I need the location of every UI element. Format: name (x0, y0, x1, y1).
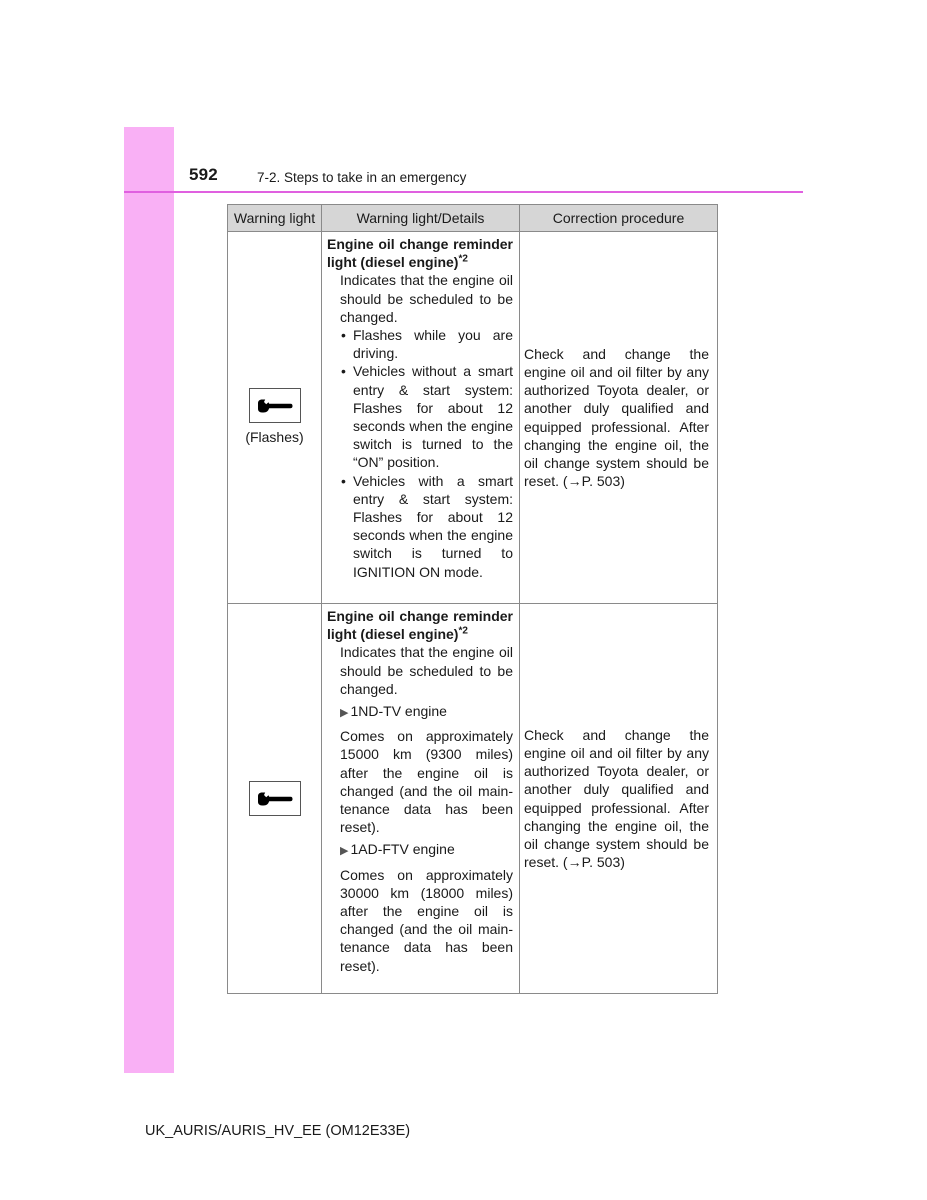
correction-cell (520, 232, 718, 604)
warning-light-icon-frame (249, 781, 301, 816)
header-divider (124, 191, 803, 193)
icon-caption: (Flashes) (245, 429, 304, 446)
details-cell (322, 232, 520, 604)
engine-description: Comes on approximately 30000 km (18000 miles) after the engine oil is changed (and the oil main- tenance data has been reset). (340, 866, 513, 974)
row-description: Indicates that the engine oil should be scheduled to be changed. (340, 644, 513, 697)
table-row (228, 232, 718, 604)
warning-light-cell (228, 604, 322, 994)
list-item: • Vehicles with a smart entry & start system: Flashes for about 12 seconds when the engine switch is turned to IGNITION ON mode. (340, 472, 513, 581)
triangle-bullet-icon: ▶ (340, 707, 349, 720)
page-number: 592 (189, 165, 218, 184)
correction-text: Check and change the engine oil and oil filter by any authorized Toyota dealer, or another duly qualified and equipped professional. After changing the engine oil, the oil change system should be reset. (→P. 503) (524, 726, 709, 871)
condition-list (327, 326, 513, 581)
warning-light-cell (228, 232, 322, 604)
manual-code: UK_AURIS/AURIS_HV_EE (OM12E33E) (145, 1123, 411, 1139)
correction-cell (520, 604, 718, 994)
chapter-side-tab (124, 127, 174, 1073)
list-item: • Flashes while you are driving. (340, 326, 513, 362)
correction-text: Check and change the engine oil and oil filter by any authorized Toyota dealer, or another duly qualified and equipped professional. After changing the engine oil, the oil change system should be reset. (→P. 503) (524, 345, 709, 490)
warning-light-icon-frame (249, 388, 301, 423)
row-description: Indicates that the engine oil should be scheduled to be changed. (340, 272, 513, 325)
row-heading: Engine oil change reminder light (diesel engine)$^{*2}$ (327, 608, 513, 643)
footnote-mark: *2 (458, 253, 468, 265)
column-header-correction: Correction procedure (520, 205, 718, 232)
list-item: • Vehicles without a smart entry & start system: Flashes for about 12 seconds when the engine switch is turned to the “ON” position. (340, 362, 513, 471)
footnote-mark: *2 (458, 625, 468, 637)
column-header-details: Warning light/Details (322, 205, 520, 232)
wrench-icon (257, 792, 293, 806)
column-header-warning-light: Warning light (228, 205, 322, 232)
row-heading: Engine oil change reminder light (diesel engine)$^{*2}$ (327, 236, 513, 271)
engine-heading: ▶ 1AD-FTV engine (340, 841, 455, 858)
triangle-bullet-icon: ▶ (340, 845, 349, 858)
wrench-icon (257, 399, 293, 413)
warning-light-table (227, 204, 718, 994)
details-cell (322, 604, 520, 994)
section-title: 7-2. Steps to take in an emergency (257, 170, 467, 185)
engine-description: Comes on approximately 15000 km (9300 miles) after the engine oil is changed (and the oil main- tenance data has been reset). (340, 728, 513, 836)
table-row (228, 604, 718, 994)
engine-heading: ▶ 1ND-TV engine (340, 703, 447, 720)
table-header-row (228, 205, 718, 232)
